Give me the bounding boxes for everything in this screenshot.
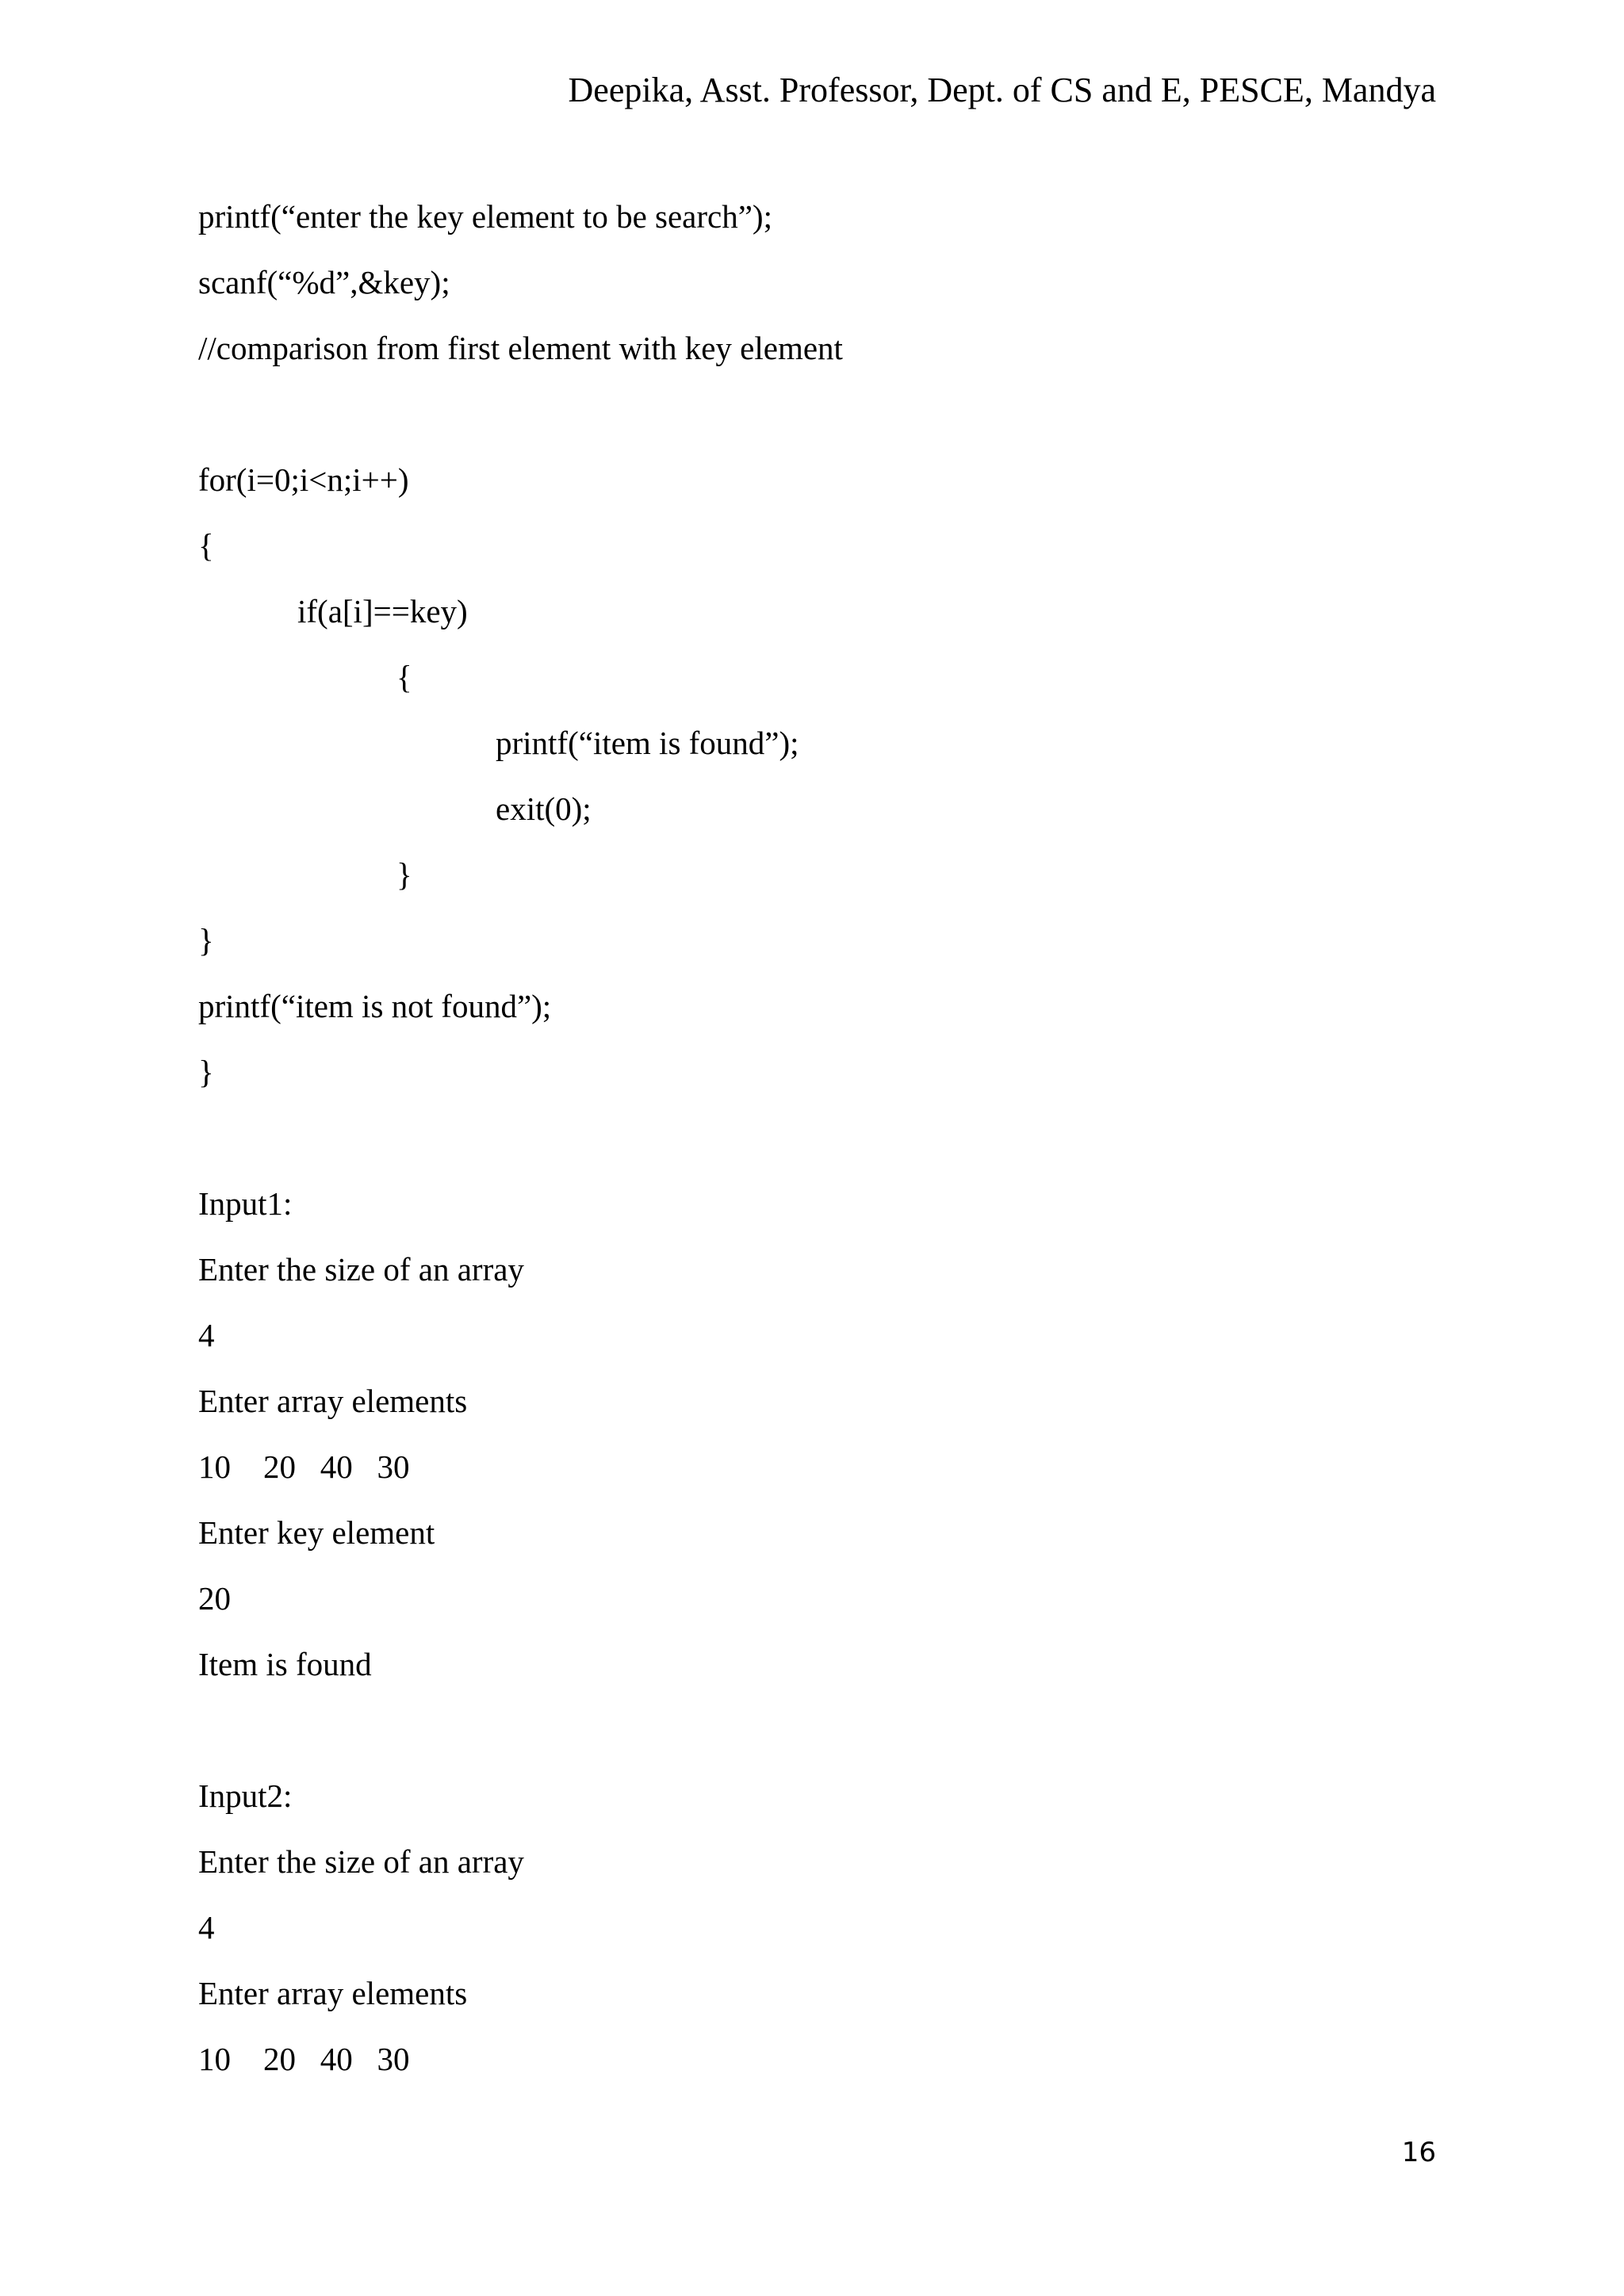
code-line-for-loop: for(i=0;i<n;i++) xyxy=(198,461,409,498)
input1-elements-value: 10 20 40 30 xyxy=(198,1448,410,1485)
code-line-close-brace-main: } xyxy=(198,1054,214,1090)
code-line-printf-prompt: printf(“enter the key element to be search”); xyxy=(198,198,772,235)
code-line-close-brace-outer: } xyxy=(198,922,214,959)
input2-elements-value: 10 20 40 30 xyxy=(198,2041,410,2077)
input2-elements-prompt: Enter array elements xyxy=(198,1975,468,2011)
input1-key-value: 20 xyxy=(198,1580,231,1617)
code-line-if-condition: if(a[i]==key) xyxy=(297,593,468,629)
input1-title: Input1: xyxy=(198,1185,293,1222)
code-line-printf-found: printf(“item is found”); xyxy=(496,725,799,761)
page-header: Deepika, Asst. Professor, Dept. of CS and E, PESCE, Mandya xyxy=(568,71,1436,109)
code-line-open-brace-inner: { xyxy=(396,659,412,695)
code-line-close-brace-inner: } xyxy=(396,856,412,893)
input2-title: Input2: xyxy=(198,1777,293,1814)
code-line-open-brace-outer: { xyxy=(198,527,214,564)
page-number: 16 xyxy=(1401,2137,1436,2168)
input2-size-value: 4 xyxy=(198,1909,215,1946)
code-line-exit-call: exit(0); xyxy=(496,790,592,827)
input2-size-prompt: Enter the size of an array xyxy=(198,1843,524,1880)
input1-elements-prompt: Enter array elements xyxy=(198,1383,468,1419)
input1-size-prompt: Enter the size of an array xyxy=(198,1251,524,1288)
code-line-scanf-key: scanf(“%d”,&key); xyxy=(198,264,450,300)
code-line-printf-not-found: printf(“item is not found”); xyxy=(198,988,552,1024)
input1-key-prompt: Enter key element xyxy=(198,1514,435,1551)
input1-size-value: 4 xyxy=(198,1317,215,1353)
input1-result: Item is found xyxy=(198,1646,372,1682)
code-line-comment: //comparison from first element with key element xyxy=(198,330,843,366)
